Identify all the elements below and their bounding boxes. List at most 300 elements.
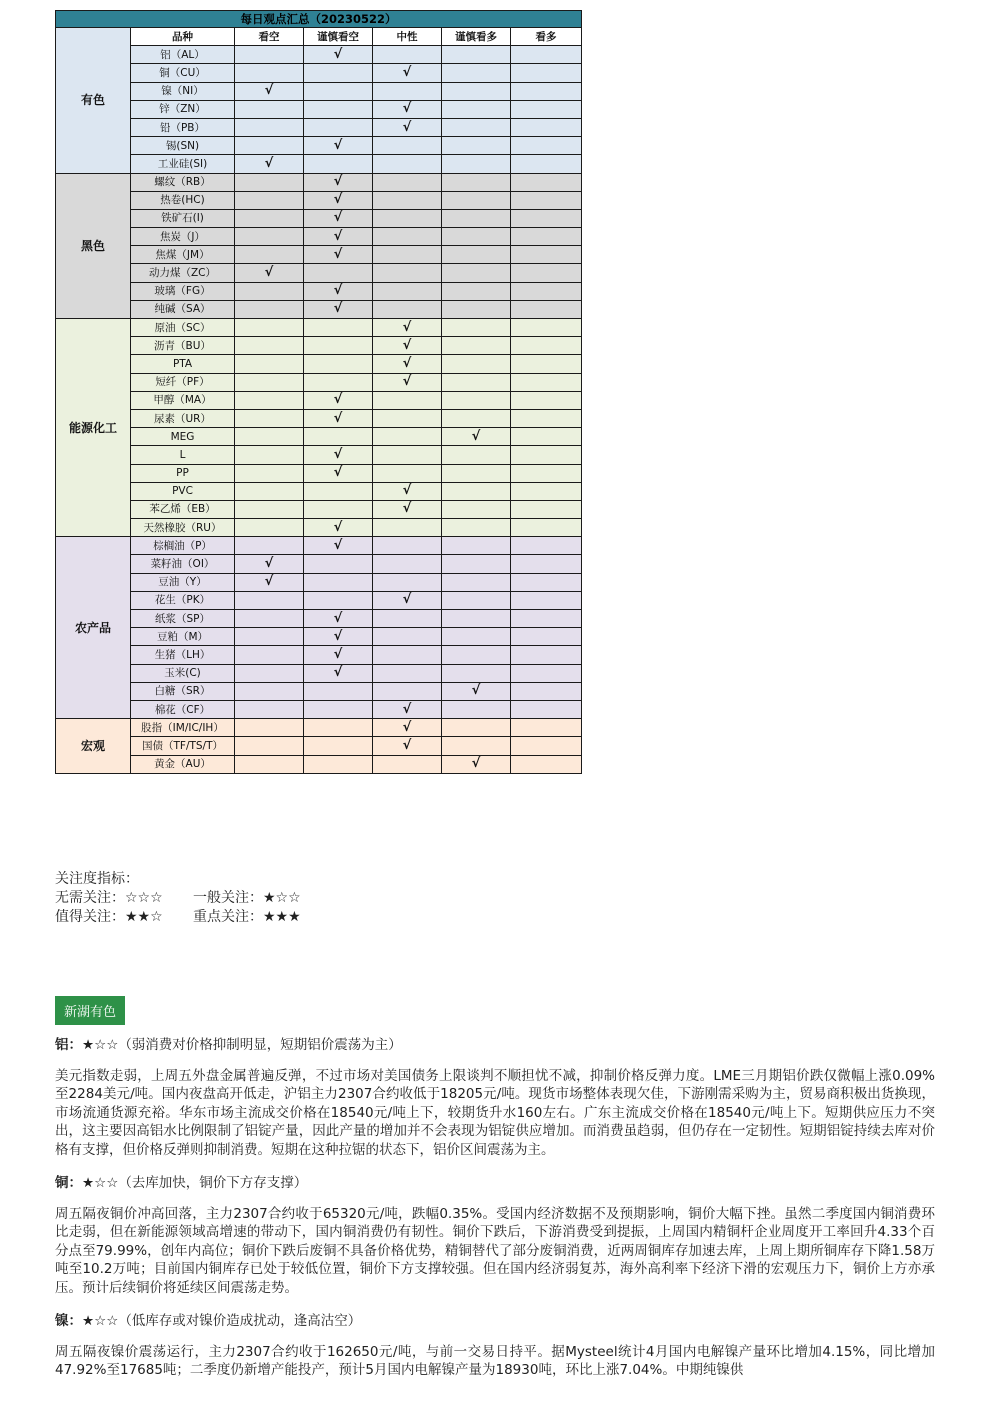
view-cell: [304, 500, 373, 518]
variety-name: 原油（SC）: [131, 319, 235, 337]
view-cell: [442, 319, 511, 337]
view-cell: [511, 755, 582, 773]
view-cell: [442, 519, 511, 537]
view-cell: [304, 246, 373, 264]
view-cell: [304, 409, 373, 427]
article-heading: [55, 1311, 935, 1331]
view-cell: [304, 391, 373, 409]
variety-name: 白糖（SR）: [131, 682, 235, 700]
view-cell: [511, 664, 582, 682]
view-cell: [373, 555, 442, 573]
variety-name: 花生（PK）: [131, 591, 235, 609]
legend-title: 关注度指标：: [55, 871, 139, 887]
view-cell: [373, 591, 442, 609]
variety-name: 沥青（BU）: [131, 337, 235, 355]
view-cell: [235, 264, 304, 282]
view-cell: [304, 337, 373, 355]
view-cell: [304, 755, 373, 773]
check-mark-icon: √: [402, 701, 412, 717]
check-mark-icon: √: [264, 83, 274, 99]
view-cell: [235, 591, 304, 609]
view-cell: [442, 700, 511, 718]
article-heading: [55, 1173, 935, 1193]
check-mark-icon: √: [333, 283, 343, 299]
table-row: [56, 610, 582, 628]
variety-name: PTA: [131, 355, 235, 373]
table-row: [56, 228, 582, 246]
view-cell: [373, 246, 442, 264]
view-cell: [235, 391, 304, 409]
view-cell: [235, 209, 304, 227]
check-mark-icon: √: [333, 392, 343, 408]
view-cell: [373, 682, 442, 700]
view-cell: [511, 464, 582, 482]
table-row: [56, 555, 582, 573]
view-cell: [235, 64, 304, 82]
variety-name: L: [131, 446, 235, 464]
view-cell: [511, 555, 582, 573]
view-cell: [442, 155, 511, 173]
view-cell: [304, 628, 373, 646]
check-mark-icon: √: [333, 628, 343, 644]
view-cell: [235, 682, 304, 700]
view-cell: [304, 555, 373, 573]
category-cell: 能源化工: [56, 319, 131, 537]
view-cell: [304, 464, 373, 482]
view-cell: [373, 264, 442, 282]
header-row: [56, 28, 582, 46]
view-cell: [442, 264, 511, 282]
table-row: [56, 628, 582, 646]
check-mark-icon: √: [402, 719, 412, 735]
variety-name: 锌（ZN）: [131, 100, 235, 118]
check-mark-icon: √: [333, 610, 343, 626]
legend-item: 值得关注：★★☆: [55, 909, 163, 925]
table-row: [56, 719, 582, 737]
view-cell: [235, 46, 304, 64]
view-cell: [373, 646, 442, 664]
view-cell: [235, 573, 304, 591]
article-stars: ★☆☆: [82, 1313, 119, 1330]
table-row: [56, 537, 582, 555]
check-mark-icon: √: [402, 119, 412, 135]
view-cell: [304, 319, 373, 337]
view-cell: [304, 373, 373, 391]
view-cell: [511, 137, 582, 155]
view-cell: [235, 446, 304, 464]
table-row: [56, 500, 582, 518]
view-cell: [511, 646, 582, 664]
view-cell: [442, 100, 511, 118]
view-cell: [511, 173, 582, 191]
commentary-section: [55, 1035, 935, 1394]
view-cell: [442, 464, 511, 482]
view-cell: [511, 82, 582, 100]
article-aluminium: [55, 1035, 935, 1159]
view-cell: [511, 300, 582, 318]
table-row: [56, 373, 582, 391]
attention-legend: [55, 870, 301, 927]
variety-name: 螺纹（RB）: [131, 173, 235, 191]
check-mark-icon: √: [333, 519, 343, 535]
view-cell: [304, 519, 373, 537]
variety-name: 豆油（Y）: [131, 573, 235, 591]
table-row: [56, 246, 582, 264]
view-cell: [373, 573, 442, 591]
column-header: 谨慎看多: [442, 28, 511, 46]
check-mark-icon: √: [402, 592, 412, 608]
view-cell: [373, 191, 442, 209]
variety-name: 玻璃（FG）: [131, 282, 235, 300]
view-cell: [373, 228, 442, 246]
view-cell: [304, 537, 373, 555]
view-cell: [373, 446, 442, 464]
view-cell: [235, 755, 304, 773]
check-mark-icon: √: [264, 265, 274, 281]
variety-name: PP: [131, 464, 235, 482]
view-cell: [304, 191, 373, 209]
table-row: [56, 191, 582, 209]
article-stars: ★☆☆: [82, 1175, 119, 1192]
variety-name: 锡(SN): [131, 137, 235, 155]
view-cell: [442, 628, 511, 646]
view-cell: [304, 446, 373, 464]
table-row: [56, 391, 582, 409]
variety-name: PVC: [131, 482, 235, 500]
view-cell: [373, 300, 442, 318]
view-cell: [442, 337, 511, 355]
variety-name: 苯乙烯（EB）: [131, 500, 235, 518]
view-cell: [442, 373, 511, 391]
article-name: 铝：: [55, 1037, 82, 1053]
table-row: [56, 155, 582, 173]
view-cell: [373, 319, 442, 337]
view-cell: [373, 64, 442, 82]
view-cell: [442, 82, 511, 100]
view-cell: [235, 82, 304, 100]
view-cell: [235, 246, 304, 264]
check-mark-icon: √: [264, 556, 274, 572]
view-cell: [304, 264, 373, 282]
view-cell: [511, 64, 582, 82]
view-cell: [373, 482, 442, 500]
article-nickel: [55, 1311, 935, 1380]
view-cell: [511, 409, 582, 427]
table-row: [56, 300, 582, 318]
view-cell: [511, 246, 582, 264]
variety-name: 铜（CU）: [131, 64, 235, 82]
view-cell: [511, 355, 582, 373]
view-cell: [373, 719, 442, 737]
view-cell: [235, 537, 304, 555]
table-row: [56, 64, 582, 82]
table-row: [56, 737, 582, 755]
check-mark-icon: √: [333, 246, 343, 262]
variety-name: 焦煤（JM）: [131, 246, 235, 264]
variety-name: 纸浆（SP）: [131, 610, 235, 628]
view-cell: [511, 682, 582, 700]
variety-name: 生猪（LH）: [131, 646, 235, 664]
view-cell: [235, 664, 304, 682]
article-name: 铜：: [55, 1175, 82, 1192]
view-cell: [511, 591, 582, 609]
view-cell: [235, 700, 304, 718]
column-header: 谨慎看空: [304, 28, 373, 46]
view-cell: [442, 682, 511, 700]
table-row: [56, 591, 582, 609]
table-row: [56, 319, 582, 337]
table-row: [56, 464, 582, 482]
table-row: [56, 700, 582, 718]
view-cell: [511, 737, 582, 755]
check-mark-icon: √: [333, 446, 343, 462]
article-heading: [55, 1035, 935, 1055]
view-cell: [511, 228, 582, 246]
view-cell: [442, 755, 511, 773]
check-mark-icon: √: [471, 683, 481, 699]
legend-row: [55, 889, 301, 908]
check-mark-icon: √: [333, 537, 343, 553]
view-cell: [373, 373, 442, 391]
variety-name: 尿素（UR）: [131, 409, 235, 427]
daily-view-summary-table: [55, 10, 582, 774]
view-cell: [373, 391, 442, 409]
view-cell: [373, 173, 442, 191]
view-cell: [235, 228, 304, 246]
view-cell: [304, 355, 373, 373]
view-cell: [235, 628, 304, 646]
variety-name: 黄金（AU）: [131, 755, 235, 773]
view-cell: [373, 755, 442, 773]
view-cell: [235, 737, 304, 755]
table-row: [56, 646, 582, 664]
view-cell: [235, 500, 304, 518]
column-header: 中性: [373, 28, 442, 46]
view-cell: [442, 228, 511, 246]
category-cell: 有色: [56, 28, 131, 174]
view-cell: [373, 500, 442, 518]
table-row: [56, 573, 582, 591]
view-cell: [442, 555, 511, 573]
article-subtitle: （低库存或对镍价造成扰动，逢高沽空）: [118, 1313, 362, 1330]
check-mark-icon: √: [333, 137, 343, 153]
section-tag: 新湖有色: [55, 996, 125, 1025]
legend-item: 无需关注：☆☆☆: [55, 890, 163, 906]
variety-name: 甲醇（MA）: [131, 391, 235, 409]
variety-name: 天然橡胶（RU）: [131, 519, 235, 537]
view-cell: [304, 610, 373, 628]
view-cell: [373, 409, 442, 427]
variety-name: 焦炭（J）: [131, 228, 235, 246]
view-cell: [511, 282, 582, 300]
view-cell: [373, 519, 442, 537]
view-cell: [235, 409, 304, 427]
view-cell: [511, 100, 582, 118]
table-row: [56, 337, 582, 355]
view-cell: [373, 100, 442, 118]
check-mark-icon: √: [333, 465, 343, 481]
check-mark-icon: √: [333, 174, 343, 190]
table-row: [56, 264, 582, 282]
view-cell: [373, 337, 442, 355]
variety-name: 纯碱（SA）: [131, 300, 235, 318]
view-cell: [511, 428, 582, 446]
view-cell: [442, 537, 511, 555]
view-cell: [235, 464, 304, 482]
check-mark-icon: √: [402, 64, 412, 80]
view-cell: [511, 155, 582, 173]
check-mark-icon: √: [264, 574, 274, 590]
check-mark-icon: √: [333, 192, 343, 208]
view-cell: [442, 118, 511, 136]
view-cell: [442, 355, 511, 373]
view-cell: [373, 46, 442, 64]
variety-name: 热卷(HC): [131, 191, 235, 209]
view-cell: [511, 118, 582, 136]
table-row: [56, 682, 582, 700]
view-cell: [442, 573, 511, 591]
table-row: [56, 282, 582, 300]
article-stars: ★☆☆: [82, 1037, 119, 1053]
view-cell: [304, 573, 373, 591]
check-mark-icon: √: [333, 410, 343, 426]
view-cell: [235, 719, 304, 737]
column-header: 品种: [131, 28, 235, 46]
view-cell: [511, 719, 582, 737]
view-cell: [304, 591, 373, 609]
check-mark-icon: √: [264, 155, 274, 171]
check-mark-icon: √: [402, 483, 412, 499]
variety-name: 股指（IM/IC/IH）: [131, 719, 235, 737]
check-mark-icon: √: [333, 646, 343, 662]
view-cell: [511, 500, 582, 518]
view-cell: [235, 100, 304, 118]
table-row: [56, 755, 582, 773]
view-cell: [304, 682, 373, 700]
check-mark-icon: √: [333, 46, 343, 62]
view-cell: [442, 428, 511, 446]
table-row: [56, 519, 582, 537]
view-cell: [511, 46, 582, 64]
view-cell: [511, 391, 582, 409]
view-cell: [442, 64, 511, 82]
variety-name: 动力煤（ZC）: [131, 264, 235, 282]
view-cell: [373, 155, 442, 173]
variety-name: 镍（NI）: [131, 82, 235, 100]
variety-name: MEG: [131, 428, 235, 446]
check-mark-icon: √: [402, 737, 412, 753]
table-row: [56, 46, 582, 64]
view-cell: [442, 591, 511, 609]
view-cell: [511, 209, 582, 227]
view-cell: [373, 282, 442, 300]
view-cell: [304, 64, 373, 82]
view-cell: [373, 137, 442, 155]
view-cell: [304, 155, 373, 173]
view-cell: [235, 191, 304, 209]
view-cell: [235, 155, 304, 173]
table-row: [56, 118, 582, 136]
view-cell: [442, 246, 511, 264]
category-cell: 黑色: [56, 173, 131, 319]
check-mark-icon: √: [402, 337, 412, 353]
view-cell: [511, 191, 582, 209]
view-cell: [442, 482, 511, 500]
view-cell: [304, 700, 373, 718]
view-cell: [511, 264, 582, 282]
view-cell: [442, 191, 511, 209]
view-cell: [235, 282, 304, 300]
view-cell: [304, 482, 373, 500]
view-cell: [442, 664, 511, 682]
view-cell: [373, 464, 442, 482]
view-cell: [511, 628, 582, 646]
variety-name: 棉花（CF）: [131, 700, 235, 718]
check-mark-icon: √: [402, 501, 412, 517]
view-cell: [304, 228, 373, 246]
view-cell: [442, 737, 511, 755]
column-header: 看空: [235, 28, 304, 46]
check-mark-icon: √: [333, 301, 343, 317]
view-cell: [442, 446, 511, 464]
view-cell: [511, 319, 582, 337]
view-cell: [373, 537, 442, 555]
view-cell: [373, 428, 442, 446]
article-body: 周五隔夜镍价震荡运行，主力2307合约收于162650元/吨，与前一交易日持平。据Mysteel统计4月国内电解镍产量环比增加4.15%，同比增加47.92%至17685吨；二季度仍新增产能投产，预计5月国内电解镍产量为18930吨，环比上涨7.04%。中期纯镍供: [55, 1344, 935, 1379]
view-cell: [304, 737, 373, 755]
table-row: [56, 355, 582, 373]
view-cell: [442, 300, 511, 318]
variety-name: 铝（AL）: [131, 46, 235, 64]
view-cell: [511, 573, 582, 591]
table-row: [56, 664, 582, 682]
view-cell: [442, 46, 511, 64]
view-cell: [304, 282, 373, 300]
view-cell: [511, 537, 582, 555]
variety-name: 国债（TF/TS/T）: [131, 737, 235, 755]
view-cell: [235, 373, 304, 391]
view-cell: [511, 700, 582, 718]
check-mark-icon: √: [402, 374, 412, 390]
table-row: [56, 82, 582, 100]
variety-name: 玉米(C): [131, 664, 235, 682]
check-mark-icon: √: [333, 210, 343, 226]
check-mark-icon: √: [333, 665, 343, 681]
view-cell: [235, 610, 304, 628]
article-subtitle: （弱消费对价格抑制明显，短期铝价震荡为主）: [118, 1037, 402, 1053]
view-cell: [442, 173, 511, 191]
view-cell: [235, 337, 304, 355]
view-cell: [235, 173, 304, 191]
variety-name: 工业硅(SI): [131, 155, 235, 173]
view-cell: [235, 319, 304, 337]
view-cell: [442, 610, 511, 628]
view-cell: [304, 137, 373, 155]
view-cell: [235, 118, 304, 136]
category-cell: 宏观: [56, 719, 131, 774]
table-row: [56, 173, 582, 191]
view-cell: [442, 500, 511, 518]
view-cell: [235, 300, 304, 318]
view-cell: [304, 118, 373, 136]
article-body: 周五隔夜铜价冲高回落，主力2307合约收于65320元/吨，跌幅0.35%。受国内经济数据不及预期影响，铜价大幅下挫。虽然二季度国内铜消费环比走弱，但在新能源领域高增速的带动下，国内铜消费仍有韧性。铜价下跌后，下游消费受到提振，上周国内精铜杆企业周度开工率回升4.33个百分点至79.99%，创年内高位；铜价下跌后废铜不具备价格优势，精铜替代了部分废铜消费，近两周铜库存加速去库，上周上期所铜库存下降1.58万吨至10.2万吨；目前国内铜库存已处于较低位置，铜价下方支撑较强。但在国内经济弱复苏，海外高利率下经济下滑的宏观压力下，铜价上方亦承压。预计后续铜价将延续区间震荡走势。: [55, 1206, 935, 1296]
view-cell: [304, 719, 373, 737]
view-cell: [442, 282, 511, 300]
view-cell: [235, 137, 304, 155]
view-cell: [304, 300, 373, 318]
view-cell: [442, 646, 511, 664]
view-cell: [235, 482, 304, 500]
